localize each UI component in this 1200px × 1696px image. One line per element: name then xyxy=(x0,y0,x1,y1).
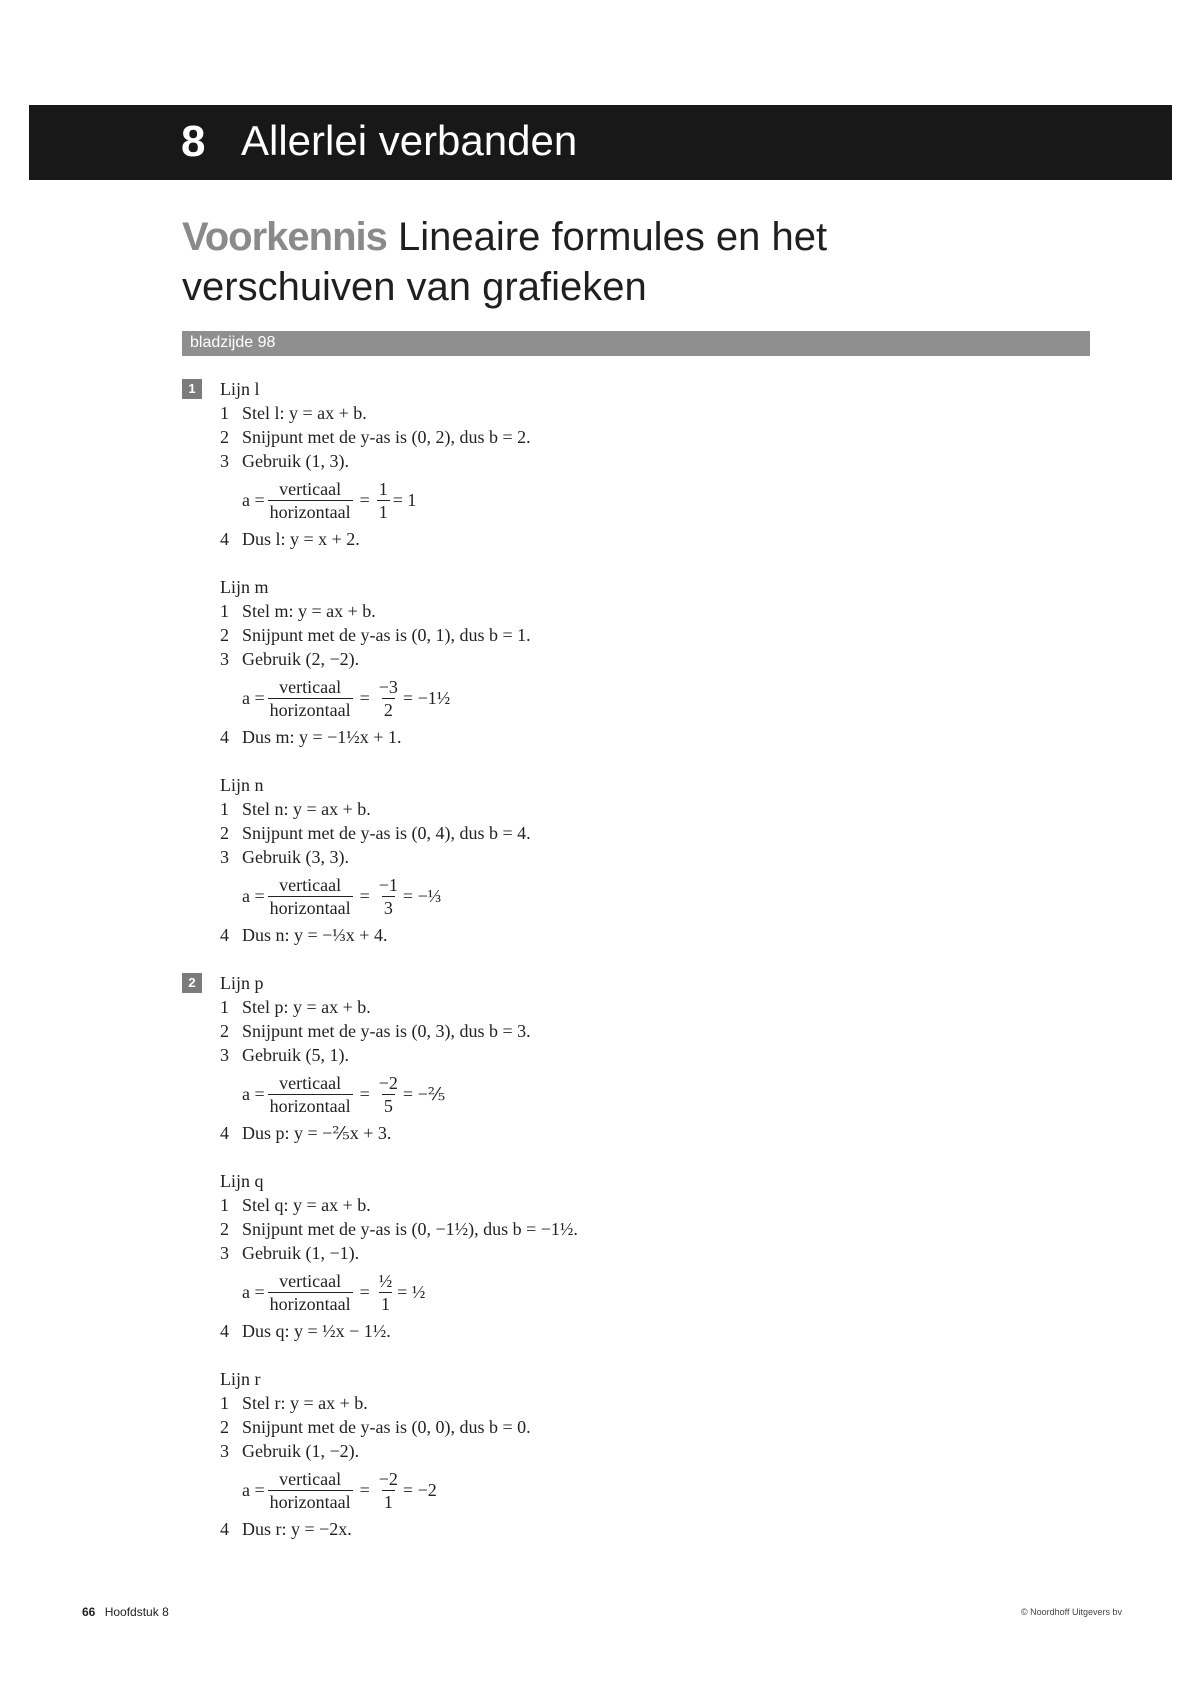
exercise-1 xyxy=(182,377,882,947)
step-3: 3 Gebruik (2, −2). xyxy=(220,649,360,669)
page-footer xyxy=(82,1605,169,1619)
line-section xyxy=(220,575,882,749)
step-1: 1 Stel q: y = ax + b. xyxy=(220,1195,371,1215)
line-title: Lijn m xyxy=(220,577,269,597)
exercise-2 xyxy=(182,971,882,1541)
line-title: Lijn l xyxy=(220,379,260,399)
step-2: 2 Snijpunt met de y-as is (0, −1½), dus b = −1½. xyxy=(220,1219,578,1239)
line-title: Lijn q xyxy=(220,1171,264,1191)
step-3: 3 Gebruik (1, −1). xyxy=(220,1243,360,1263)
slope-equation: a = $\frac{\text{verticaal}}{\text{horizontaal}}$ = $\frac{1}{1}$ = 1 xyxy=(242,478,417,522)
line-section xyxy=(220,773,882,947)
line-title: Lijn p xyxy=(220,973,264,993)
copyright: © Noordhoff Uitgevers bv xyxy=(1020,1607,1122,1617)
chapter-header xyxy=(29,105,1172,180)
page-number: 66 xyxy=(82,1605,96,1619)
section-title xyxy=(182,212,1082,312)
exercise-number: 2 xyxy=(182,973,202,993)
section-title-line1: Lineaire formules en het xyxy=(398,215,828,259)
answers-content xyxy=(182,377,882,1541)
exercise-number: 1 xyxy=(182,379,202,399)
slope-equation: a = $\frac{\text{verticaal}}{\text{horizontaal}}$ = $\frac{-3}{2}$ = −1½ xyxy=(242,676,451,720)
step-1: 1 Stel r: y = ax + b. xyxy=(220,1393,368,1413)
step-1: 1 Stel p: y = ax + b. xyxy=(220,997,371,1017)
step-4: 4 Dus l: y = x + 2. xyxy=(220,529,360,549)
step-1: 1 Stel n: y = ax + b. xyxy=(220,799,371,819)
slope-equation: a = $\frac{\text{verticaal}}{\text{horizontaal}}$ = $\frac{\text{½}}{1}$ = ½ xyxy=(242,1270,426,1314)
step-2: 2 Snijpunt met de y-as is (0, 4), dus b = 4. xyxy=(220,823,531,843)
section-prefix: Voorkennis xyxy=(182,215,387,259)
page-reference: bladzijde 98 xyxy=(190,334,276,351)
line-title: Lijn r xyxy=(220,1369,261,1389)
slope-equation: a = $\frac{\text{verticaal}}{\text{horizontaal}}$ = $\frac{-1}{3}$ = −⅓ xyxy=(242,874,442,918)
line-section xyxy=(220,971,882,1145)
chapter-title: Allerlei verbanden xyxy=(241,117,578,164)
step-2: 2 Snijpunt met de y-as is (0, 1), dus b = 1. xyxy=(220,625,531,645)
step-3: 3 Gebruik (5, 1). xyxy=(220,1045,349,1065)
step-4: 4 Dus m: y = −1½x + 1. xyxy=(220,727,402,747)
page-reference-bar xyxy=(182,331,1090,356)
line-title: Lijn n xyxy=(220,775,264,795)
line-section xyxy=(220,377,882,551)
section-title-line2: verschuiven van grafieken xyxy=(182,265,647,309)
line-section xyxy=(220,1169,882,1343)
step-2: 2 Snijpunt met de y-as is (0, 2), dus b = 2. xyxy=(220,427,531,447)
step-4: 4 Dus r: y = −2x. xyxy=(220,1519,352,1539)
step-1: 1 Stel m: y = ax + b. xyxy=(220,601,376,621)
line-section xyxy=(220,1367,882,1541)
step-2: 2 Snijpunt met de y-as is (0, 0), dus b = 0. xyxy=(220,1417,531,1437)
step-3: 3 Gebruik (1, −2). xyxy=(220,1441,360,1461)
step-4: 4 Dus n: y = −⅓x + 4. xyxy=(220,925,388,945)
step-1: 1 Stel l: y = ax + b. xyxy=(220,403,367,423)
step-2: 2 Snijpunt met de y-as is (0, 3), dus b = 3. xyxy=(220,1021,531,1041)
slope-equation: a = $\frac{\text{verticaal}}{\text{horizontaal}}$ = $\frac{-2}{5}$ = −⅖ xyxy=(242,1072,446,1116)
step-4: 4 Dus q: y = ½x − 1½. xyxy=(220,1321,391,1341)
step-4: 4 Dus p: y = −⅖x + 3. xyxy=(220,1123,392,1143)
slope-equation: a = $\frac{\text{verticaal}}{\text{horizontaal}}$ = $\frac{-2}{1}$ = −2 xyxy=(242,1468,437,1512)
chapter-label: Hoofdstuk 8 xyxy=(104,1605,169,1619)
step-3: 3 Gebruik (3, 3). xyxy=(220,847,349,867)
chapter-number: 8 xyxy=(181,117,206,166)
step-3: 3 Gebruik (1, 3). xyxy=(220,451,349,471)
